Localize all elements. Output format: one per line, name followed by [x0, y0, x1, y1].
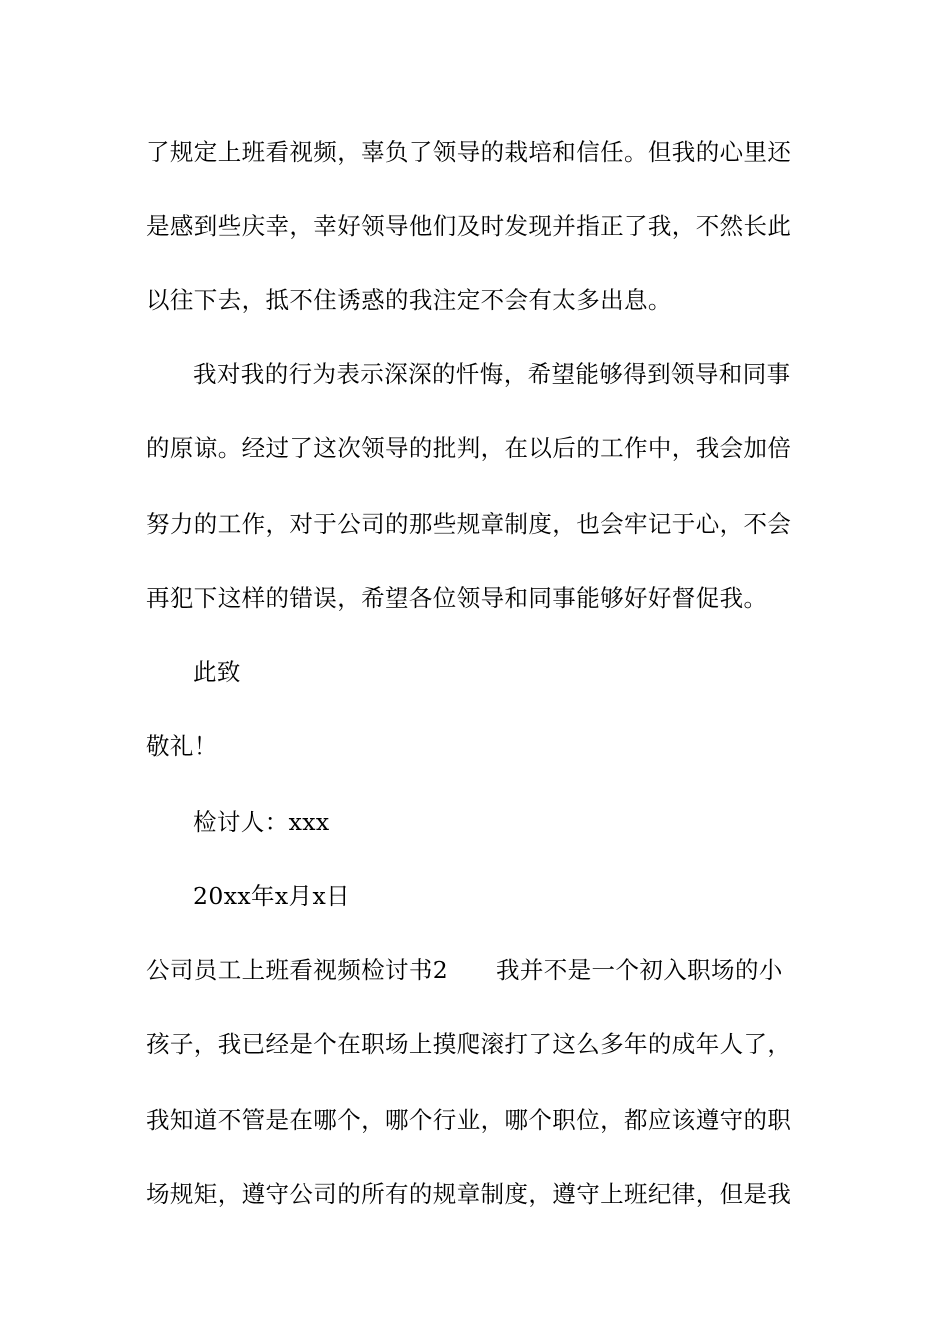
- signature-line: 检讨人：xxx: [193, 808, 330, 836]
- text-line: 场规矩，遵守公司的所有的规章制度，遵守上班纪律，但是我: [146, 1180, 792, 1208]
- text-line: 孩子，我已经是个在职场上摸爬滚打了这么多年的成年人了，: [146, 1030, 792, 1058]
- text-line: 我知道不管是在哪个，哪个行业，哪个职位，都应该遵守的职: [146, 1106, 792, 1134]
- text-line: 努力的工作，对于公司的那些规章制度，也会牢记于心，不会: [146, 510, 792, 538]
- closing-regards: 敬礼！: [146, 732, 218, 760]
- text-line: 以往下去，抵不住诱惑的我注定不会有太多出息。: [146, 286, 672, 314]
- date-line: 20xx年x月x日: [193, 882, 351, 910]
- text-line: 再犯下这样的错误，希望各位领导和同事能够好好督促我。: [146, 584, 768, 612]
- section-heading-line: 公司员工上班看视频检讨书2 我并不是一个初入职场的小: [146, 956, 783, 984]
- text-line: 是感到些庆幸，幸好领导他们及时发现并指正了我，不然长此: [146, 212, 792, 240]
- closing-salutation: 此致: [193, 658, 241, 686]
- text-line: 我对我的行为表示深深的忏悔，希望能够得到领导和同事: [193, 360, 791, 388]
- text-line: 的原谅。经过了这次领导的批判，在以后的工作中，我会加倍: [146, 434, 792, 462]
- text-line: 了规定上班看视频，辜负了领导的栽培和信任。但我的心里还: [146, 138, 792, 166]
